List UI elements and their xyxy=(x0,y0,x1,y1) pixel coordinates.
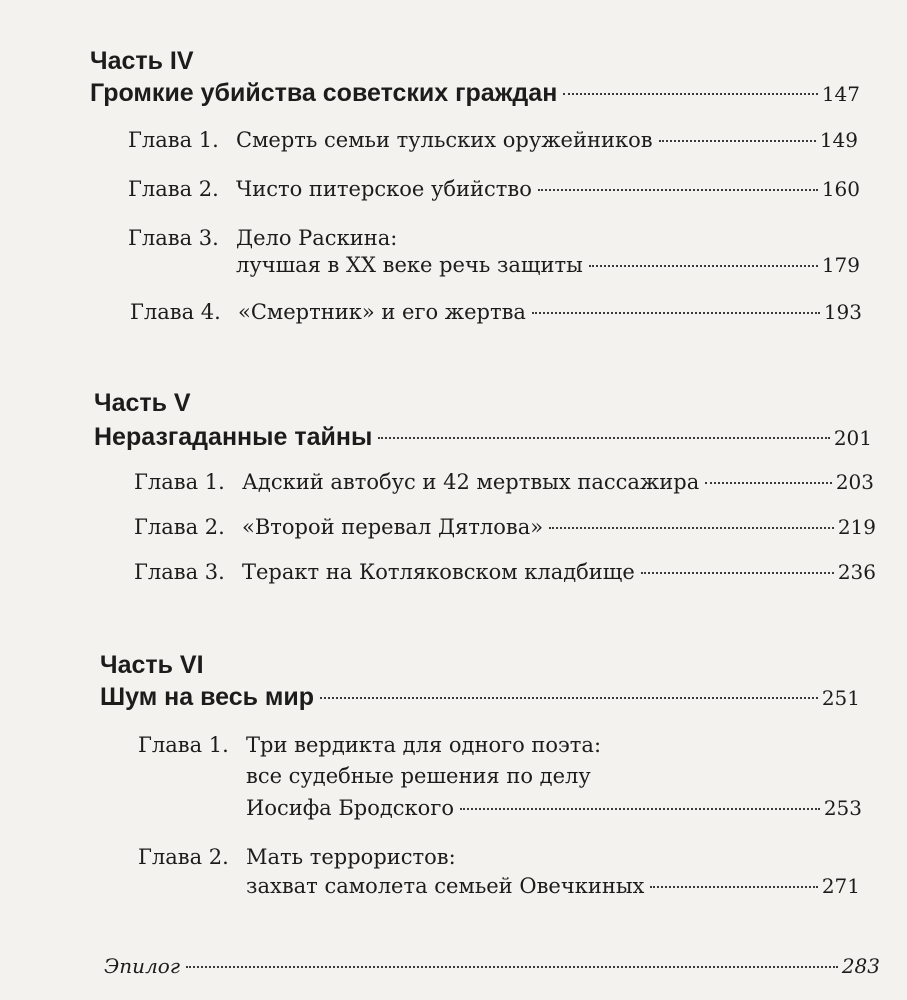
toc-chapter-entry[interactable] xyxy=(128,126,858,154)
toc-chapter-entry[interactable] xyxy=(246,794,862,822)
dot-leader xyxy=(659,140,816,142)
part-5-title-entry[interactable] xyxy=(94,422,872,453)
chapter-page: 271 xyxy=(821,874,860,898)
dot-leader xyxy=(563,93,818,95)
chapter-prefix: Глава 1. xyxy=(128,128,219,152)
dot-leader xyxy=(549,527,834,529)
toc-chapter-entry[interactable] xyxy=(246,872,860,900)
part-5-title: Неразгаданные тайны xyxy=(94,423,373,451)
chapter-page: 203 xyxy=(835,470,874,494)
chapter-prefix: Глава 2. xyxy=(134,515,225,539)
part-5-page: 201 xyxy=(833,426,872,450)
dot-leader xyxy=(650,886,817,888)
part-6-page: 251 xyxy=(821,686,860,710)
part-6-title: Шум на весь мир xyxy=(100,683,315,711)
chapter-title: Адский автобус и 42 мертвых пассажира xyxy=(242,470,700,494)
chapter-page: 179 xyxy=(821,253,860,277)
epilogue-page: 283 xyxy=(841,954,880,978)
chapter-page: 193 xyxy=(823,300,862,324)
chapter-title: захват самолета семьей Овечкиных xyxy=(246,874,645,898)
part-6-title-entry[interactable] xyxy=(100,682,860,713)
toc-chapter-first-line[interactable] xyxy=(138,843,456,871)
part-6-label: Часть VI xyxy=(100,651,204,679)
chapter-title-line: все судебные решения по делу xyxy=(246,764,591,788)
dot-leader xyxy=(186,966,838,968)
chapter-title: Чисто питерское убийство xyxy=(236,177,532,201)
epilogue-entry[interactable] xyxy=(104,952,880,980)
dot-leader xyxy=(641,572,834,574)
part-4-label: Часть IV xyxy=(90,47,194,75)
toc-chapter-entry[interactable] xyxy=(128,175,860,203)
toc-chapter-entry[interactable] xyxy=(134,468,874,496)
chapter-title-line: Три вердикта для одного поэта: xyxy=(246,733,602,757)
toc-chapter-first-line[interactable] xyxy=(138,731,601,759)
chapter-title: «Второй перевал Дятлова» xyxy=(242,515,544,539)
chapter-title: Смерть семьи тульских оружейников xyxy=(236,128,653,152)
chapter-title: Теракт на Котляковском кладбище xyxy=(242,560,635,584)
dot-leader xyxy=(460,808,820,810)
dot-leader xyxy=(532,312,820,314)
chapter-title: «Смертник» и его жертва xyxy=(238,300,526,324)
chapter-title: Иосифа Бродского xyxy=(246,796,454,820)
chapter-prefix: Глава 4. xyxy=(130,300,221,324)
chapter-page: 160 xyxy=(821,177,860,201)
chapter-prefix: Глава 3. xyxy=(134,560,225,584)
toc-chapter-first-line[interactable] xyxy=(128,224,397,252)
toc-chapter-entry[interactable] xyxy=(134,513,876,541)
dot-leader xyxy=(378,437,829,439)
part-4-page: 147 xyxy=(821,82,860,106)
chapter-prefix: Глава 2. xyxy=(128,177,219,201)
dot-leader xyxy=(538,189,818,191)
toc-chapter-entry[interactable] xyxy=(130,298,862,326)
dot-leader xyxy=(705,482,832,484)
part-5-label: Часть V xyxy=(94,389,191,417)
chapter-prefix: Глава 1. xyxy=(138,733,229,757)
toc-chapter-entry[interactable] xyxy=(134,558,876,586)
dot-leader xyxy=(589,265,818,267)
chapter-title: лучшая в XX веке речь защиты xyxy=(236,253,583,277)
chapter-title-line: Дело Раскина: xyxy=(236,226,398,250)
chapter-prefix: Глава 3. xyxy=(128,226,219,250)
chapter-page: 253 xyxy=(823,796,862,820)
part-4-title: Громкие убийства советских граждан xyxy=(90,79,558,107)
chapter-page: 219 xyxy=(837,515,876,539)
epilogue-title: Эпилог xyxy=(104,954,180,978)
chapter-title-line: Мать террористов: xyxy=(246,845,456,869)
chapter-prefix: Глава 1. xyxy=(134,470,225,494)
chapter-page: 236 xyxy=(837,560,876,584)
chapter-page: 149 xyxy=(819,128,858,152)
toc-chapter-entry[interactable] xyxy=(236,251,860,279)
chapter-prefix: Глава 2. xyxy=(138,845,229,869)
part-4-title-entry[interactable] xyxy=(90,78,860,109)
dot-leader xyxy=(320,697,818,699)
